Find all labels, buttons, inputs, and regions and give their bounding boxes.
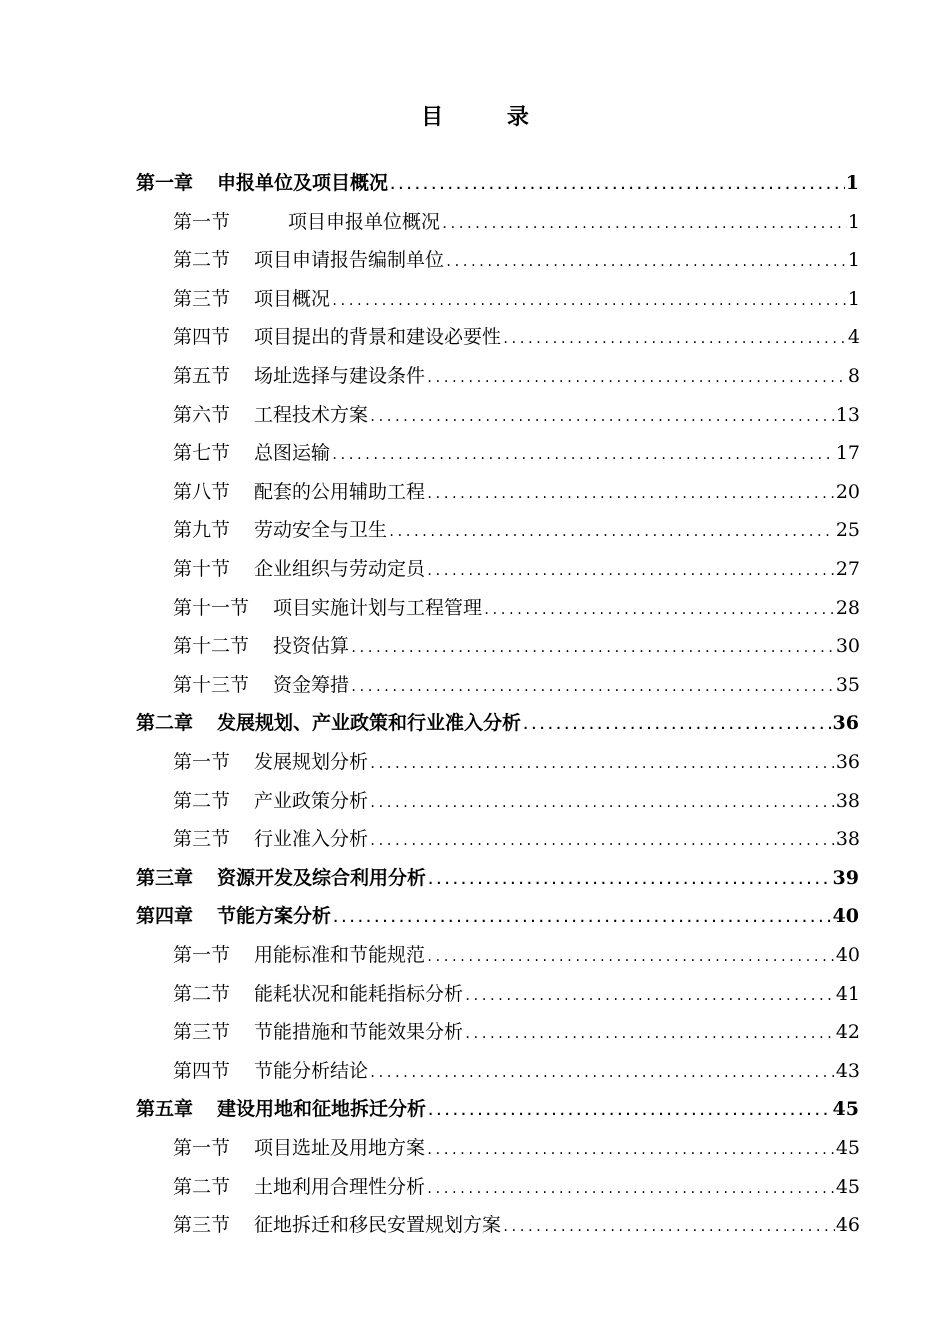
toc-chapter-entry[interactable] (136, 168, 859, 195)
toc-page-number: 1 (845, 172, 859, 194)
toc-entry-title: 总图运输 (254, 442, 331, 465)
toc-entry-title: 资金筹措 (273, 673, 350, 696)
toc-dot-leader (331, 294, 847, 308)
toc-entry-title: 资源开发及综合利用分析 (217, 866, 427, 889)
toc-entry-number: 第二节 (173, 1175, 231, 1198)
toc-section-entry[interactable] (173, 670, 860, 697)
toc-entry-title: 项目申请报告编制单位 (254, 249, 445, 272)
toc-page-number: 17 (835, 442, 860, 465)
toc-page-number: 36 (835, 751, 860, 773)
toc-entry-title: 土地利用合理性分析 (254, 1175, 426, 1198)
toc-page-number: 35 (835, 673, 860, 696)
toc-section-entry[interactable] (173, 1133, 860, 1160)
toc-page-number: 20 (835, 480, 860, 503)
toc-page-number: 1 (847, 249, 860, 272)
toc-entry-number: 第一节 (173, 1137, 231, 1159)
toc-section-entry[interactable] (173, 361, 860, 388)
toc-entry-title: 申报单位及项目概况 (217, 172, 389, 194)
toc-page-number: 13 (835, 403, 860, 426)
toc-entry-title: 节能方案分析 (217, 905, 332, 928)
toc-page-number: 39 (832, 866, 859, 889)
toc-entry-number: 第四节 (173, 1059, 231, 1082)
toc-page-number: 45 (835, 1137, 860, 1159)
toc-entry-number: 第四节 (173, 326, 231, 349)
toc-page-number: 45 (835, 1175, 860, 1198)
toc-entry-number: 第五章 (136, 1098, 194, 1121)
toc-entry-title: 项目提出的背景和建设必要性 (254, 326, 502, 349)
toc-section-entry[interactable] (173, 979, 860, 1006)
toc-entry-title: 项目申报单位概况 (288, 210, 441, 233)
toc-page-number: 45 (832, 1098, 859, 1121)
toc-section-entry[interactable] (173, 322, 860, 349)
toc-dot-leader (427, 1104, 832, 1118)
toc-entry-number: 第二章 (136, 712, 194, 735)
toc-page-number: 40 (835, 944, 860, 966)
toc-entry-title: 项目选址及用地方案 (254, 1137, 426, 1159)
toc-entry-title: 劳动安全与卫生 (254, 519, 388, 542)
toc-dot-leader (464, 1027, 835, 1041)
toc-entry-number: 第二节 (173, 982, 231, 1005)
toc-section-entry[interactable] (173, 477, 860, 504)
toc-entry-number: 第三节 (173, 287, 231, 310)
toc-section-entry[interactable] (173, 631, 860, 658)
toc-section-entry[interactable] (173, 593, 860, 620)
toc-dot-leader (427, 873, 832, 887)
toc-entry-number: 第一节 (173, 751, 231, 773)
toc-entry-number: 第九节 (173, 519, 231, 542)
toc-section-entry[interactable] (173, 786, 860, 813)
toc-dot-leader (350, 641, 835, 655)
toc-entry-title: 节能措施和节能效果分析 (254, 1021, 464, 1044)
toc-dot-leader (502, 332, 847, 346)
toc-section-entry[interactable] (173, 400, 860, 427)
toc-page-number: 30 (835, 635, 860, 658)
toc-chapter-entry[interactable] (136, 863, 859, 890)
toc-page-number: 8 (847, 365, 860, 387)
toc-entry-title: 产业政策分析 (254, 789, 369, 812)
toc-entry-number: 第一章 (136, 172, 194, 194)
toc-dot-leader (441, 217, 847, 231)
toc-page-number: 46 (835, 1214, 860, 1237)
toc-entry-number: 第三章 (136, 866, 194, 889)
toc-dot-leader (426, 564, 835, 578)
toc-section-entry[interactable] (173, 824, 860, 851)
toc-section-entry[interactable] (173, 438, 860, 465)
toc-dot-leader (426, 371, 847, 385)
toc-dot-leader (331, 448, 835, 462)
toc-entry-number: 第三节 (173, 828, 231, 851)
toc-dot-leader (369, 410, 835, 424)
toc-dot-leader (445, 255, 847, 269)
toc-entry-title: 建设用地和征地拆迁分析 (217, 1098, 427, 1121)
toc-page-number: 43 (835, 1059, 860, 1082)
toc-entry-title: 能耗状况和能耗指标分析 (254, 982, 464, 1005)
toc-entry-number: 第十节 (173, 558, 231, 580)
toc-page-number: 4 (847, 326, 860, 349)
toc-section-entry[interactable] (173, 940, 860, 967)
toc-section-entry[interactable] (173, 1056, 860, 1083)
toc-section-entry[interactable] (173, 284, 860, 311)
toc-entry-title: 场址选择与建设条件 (254, 365, 426, 387)
toc-entry-title: 项目概况 (254, 287, 331, 310)
toc-dot-leader (388, 525, 835, 539)
toc-entry-number: 第三节 (173, 1214, 231, 1237)
toc-entry-number: 第二节 (173, 789, 231, 812)
toc-chapter-entry[interactable] (136, 901, 859, 928)
toc-entry-title: 发展规划、产业政策和行业准入分析 (217, 712, 522, 735)
toc-entry-title: 项目实施计划与工程管理 (273, 596, 483, 619)
toc-entry-number: 第七节 (173, 442, 231, 465)
toc-entry-number: 第一节 (173, 210, 231, 233)
toc-page-number: 42 (835, 1021, 860, 1044)
toc-dot-leader (369, 757, 835, 771)
toc-entry-number: 第三节 (173, 1021, 231, 1044)
toc-entry-title: 工程技术方案 (254, 403, 369, 426)
toc-page-number: 27 (835, 558, 860, 580)
toc-section-entry[interactable] (173, 747, 860, 774)
toc-section-entry[interactable] (173, 207, 860, 234)
toc-entry-title: 投资估算 (273, 635, 350, 658)
toc-entry-title: 企业组织与劳动定员 (254, 558, 426, 580)
toc-title: 目 录 (421, 104, 557, 130)
toc-dot-leader (483, 603, 835, 617)
toc-page-number: 38 (835, 789, 860, 812)
toc-dot-leader (522, 718, 832, 732)
toc-entry-title: 用能标准和节能规范 (254, 944, 426, 966)
toc-chapter-entry[interactable] (136, 708, 859, 735)
toc-dot-leader (426, 1182, 835, 1196)
toc-entry-number: 第一节 (173, 944, 231, 966)
toc-dot-leader (350, 680, 835, 694)
toc-dot-leader (369, 1066, 835, 1080)
toc-page-number: 36 (832, 712, 859, 735)
toc-dot-leader (389, 178, 845, 192)
toc-section-entry[interactable] (173, 554, 860, 581)
toc-entry-title: 征地拆迁和移民安置规划方案 (254, 1214, 502, 1237)
toc-dot-leader (369, 796, 835, 810)
toc-entry-number: 第十二节 (173, 635, 250, 658)
toc-entry-number: 第四章 (136, 905, 194, 928)
toc-entry-number: 第十一节 (173, 596, 250, 619)
toc-dot-leader (426, 1143, 835, 1157)
toc-dot-leader (332, 911, 832, 925)
toc-section-entry[interactable] (173, 245, 860, 272)
toc-entry-number: 第五节 (173, 365, 231, 387)
toc-page-number: 41 (835, 982, 860, 1005)
toc-dot-leader (426, 950, 835, 964)
toc-entry-title: 行业准入分析 (254, 828, 369, 851)
toc-page-number: 38 (835, 828, 860, 851)
toc-entry-title: 配套的公用辅助工程 (254, 480, 426, 503)
toc-chapter-entry[interactable] (136, 1094, 859, 1121)
toc-page-number: 1 (847, 210, 860, 233)
toc-section-entry[interactable] (173, 1172, 860, 1199)
toc-entry-title: 节能分析结论 (254, 1059, 369, 1082)
toc-entry-number: 第十三节 (173, 673, 250, 696)
toc-dot-leader (502, 1220, 835, 1234)
toc-dot-leader (464, 989, 835, 1003)
toc-page-number: 25 (835, 519, 860, 542)
toc-entry-number: 第二节 (173, 249, 231, 272)
toc-entry-title: 发展规划分析 (254, 751, 369, 773)
toc-section-entry[interactable] (173, 1017, 860, 1044)
toc-entry-number: 第八节 (173, 480, 231, 503)
toc-page-number: 1 (847, 287, 860, 310)
toc-page-number: 28 (835, 596, 860, 619)
toc-section-entry[interactable] (173, 1210, 860, 1237)
toc-section-entry[interactable] (173, 515, 860, 542)
toc-entry-number: 第六节 (173, 403, 231, 426)
toc-dot-leader (369, 834, 835, 848)
toc-dot-leader (426, 487, 835, 501)
toc-page-number: 40 (832, 905, 859, 928)
